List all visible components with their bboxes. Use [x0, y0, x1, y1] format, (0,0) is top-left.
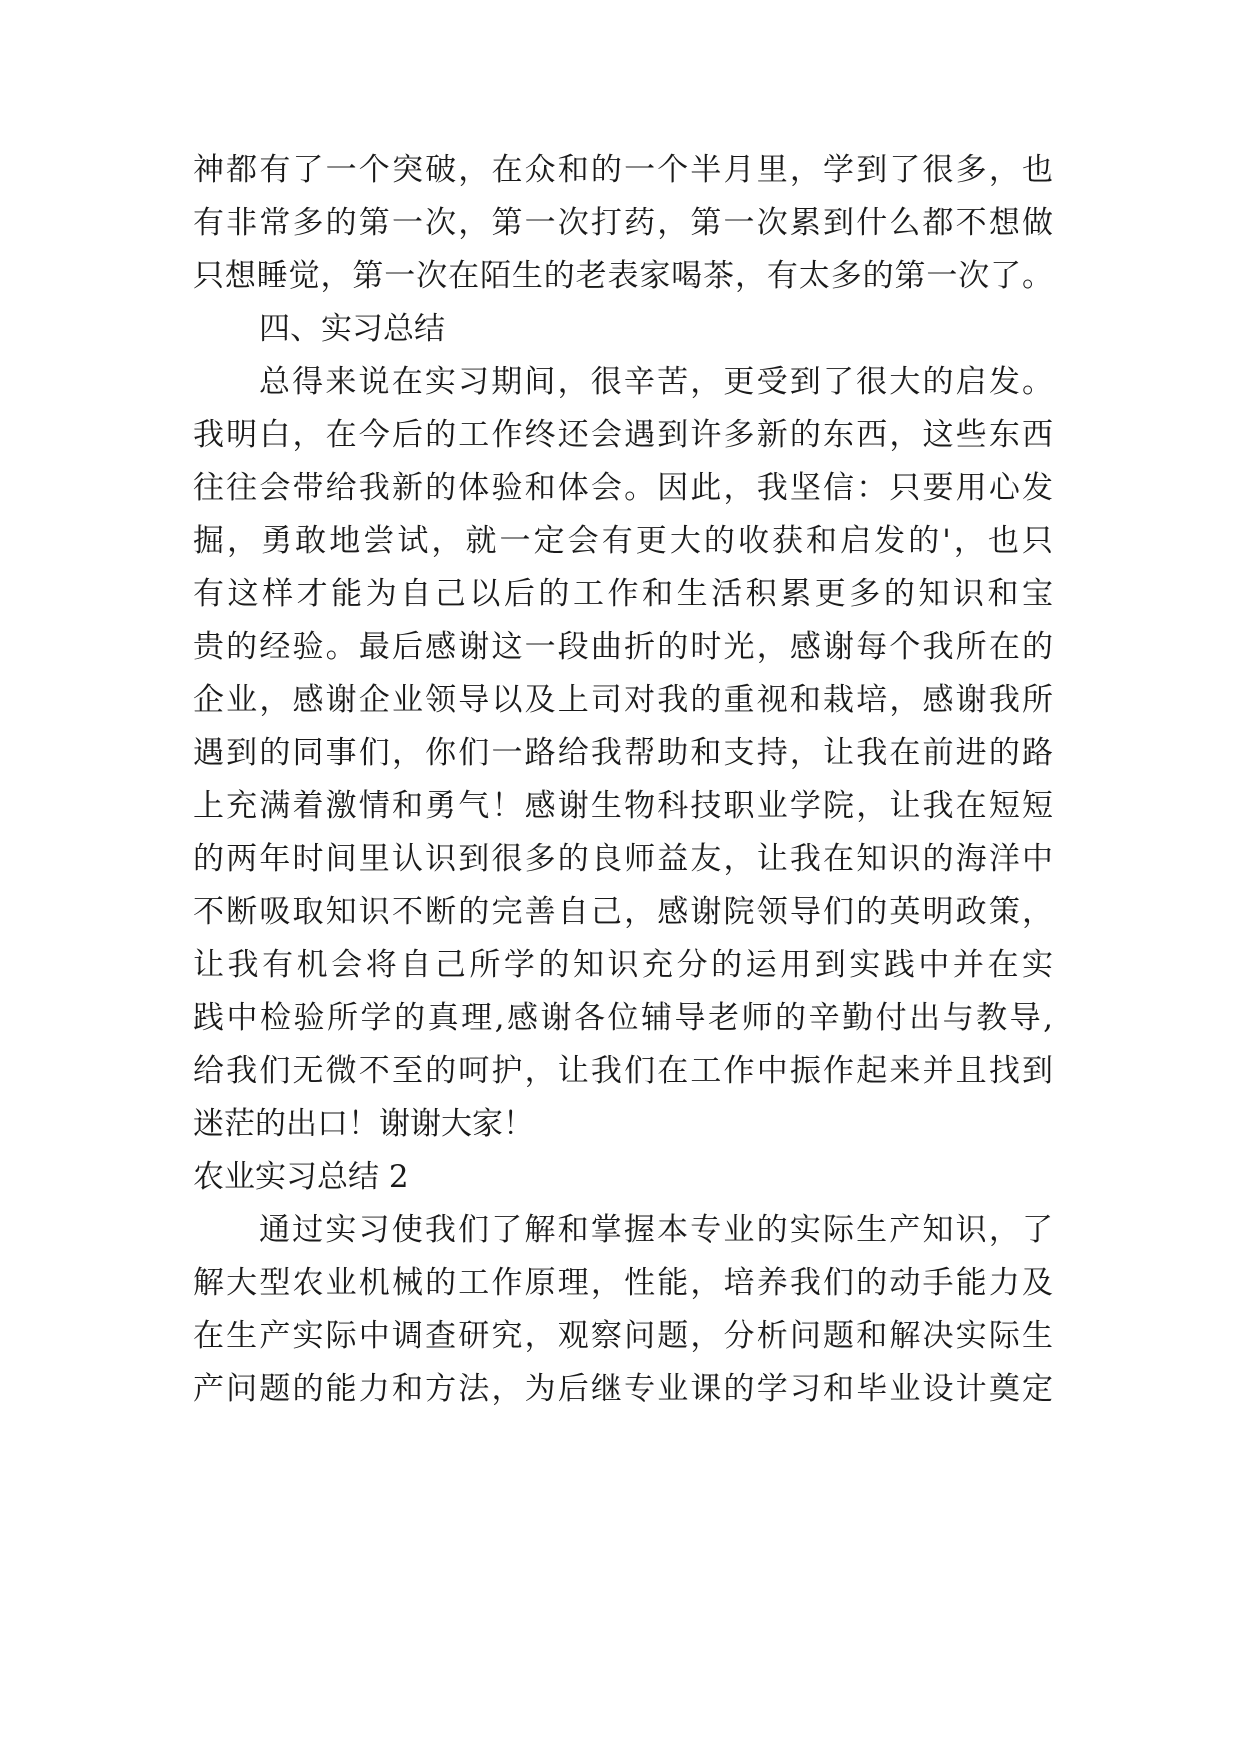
paragraph-line: 有非常多的第一次，第一次打药，第一次累到什么都不想做	[193, 205, 1053, 241]
paragraph-line: 企业，感谢企业领导以及上司对我的重视和栽培，感谢我所	[193, 682, 1053, 718]
paragraph-line: 遇到的同事们，你们一路给我帮助和支持，让我在前进的路	[193, 735, 1053, 771]
paragraph-line: 贵的经验。最后感谢这一段曲折的时光，感谢每个我所在的	[193, 629, 1053, 665]
paragraph-line: 迷茫的出口！谢谢大家！	[193, 1106, 534, 1142]
paragraph-line: 我明白，在今后的工作终还会遇到许多新的东西，这些东西	[193, 417, 1053, 453]
section-title: 农业实习总结 2	[193, 1159, 409, 1195]
paragraph-line: 只想睡觉，第一次在陌生的老表家喝茶，有太多的第一次了。	[193, 258, 1053, 294]
paragraph-line: 践中检验所学的真理,感谢各位辅导老师的辛勤付出与教导,	[193, 1000, 1053, 1036]
paragraph-line: 往往会带给我新的体验和体会。因此，我坚信：只要用心发	[193, 470, 1053, 506]
paragraph-line: 掘，勇敢地尝试，就一定会有更大的收获和启发的'，也只	[193, 523, 1053, 559]
paragraph-line: 让我有机会将自己所学的知识充分的运用到实践中并在实	[193, 947, 1053, 983]
paragraph-line: 产问题的能力和方法，为后继专业课的学习和毕业设计奠定	[193, 1371, 1053, 1407]
paragraph-line: 上充满着激情和勇气！感谢生物科技职业学院，让我在短短	[193, 788, 1053, 824]
paragraph-line: 神都有了一个突破，在众和的一个半月里，学到了很多，也	[193, 152, 1053, 188]
paragraph-line: 不断吸取知识不断的完善自己，感谢院领导们的英明政策，	[193, 894, 1053, 930]
paragraph-line: 有这样才能为自己以后的工作和生活积累更多的知识和宝	[193, 576, 1053, 612]
paragraph-line: 的两年时间里认识到很多的良师益友，让我在知识的海洋中	[193, 841, 1053, 877]
paragraph-line: 解大型农业机械的工作原理，性能，培养我们的动手能力及	[193, 1265, 1053, 1301]
paragraph-first-line: 总得来说在实习期间，很辛苦，更受到了很大的启发。	[259, 364, 1053, 400]
section-heading: 四、实习总结	[259, 311, 445, 347]
paragraph-first-line: 通过实习使我们了解和掌握本专业的实际生产知识，了	[259, 1212, 1053, 1248]
paragraph-line: 给我们无微不至的呵护，让我们在工作中振作起来并且找到	[193, 1053, 1053, 1089]
paragraph-line: 在生产实际中调查研究，观察问题，分析问题和解决实际生	[193, 1318, 1053, 1354]
